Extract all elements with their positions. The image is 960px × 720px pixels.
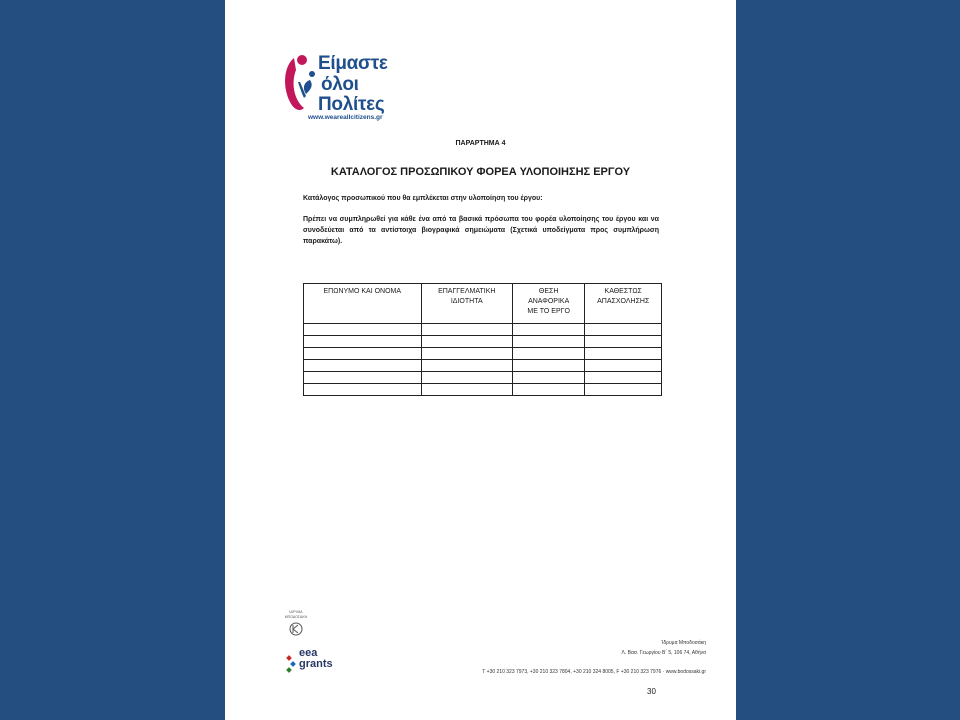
logo-line-3: Πολίτες <box>318 94 385 115</box>
table-row <box>304 348 662 360</box>
table-row <box>304 336 662 348</box>
table-header-row <box>304 284 662 324</box>
eea-text <box>299 648 333 670</box>
eea-line-1: eea <box>299 647 318 659</box>
citizens-logo <box>280 50 430 125</box>
header-position-line-2: ΑΝΑΦΟΡΙΚΑ <box>528 298 570 305</box>
table-cell[interactable] <box>421 372 512 384</box>
table-row <box>304 384 662 396</box>
table-cell[interactable] <box>421 324 512 336</box>
table-cell[interactable] <box>585 372 662 384</box>
header-employment <box>585 284 662 324</box>
footer-organization: Ίδρυμα Μποδοσάκη <box>661 640 706 646</box>
eea-line-2: grants <box>299 658 333 670</box>
table-cell[interactable] <box>585 336 662 348</box>
table-cell[interactable] <box>585 384 662 396</box>
table-cell[interactable] <box>512 384 584 396</box>
table-cell[interactable] <box>421 384 512 396</box>
table-cell[interactable] <box>304 360 422 372</box>
footer-contact: Τ +30 210 323 7973, +30 210 323 7804, +30 210 324 8005, F +30 210 323 7976 · www.bodossaki.gr <box>482 669 706 675</box>
table-cell[interactable] <box>304 372 422 384</box>
document-title: ΚΑΤΑΛΟΓΟΣ ΠΡΟΣΩΠΙΚΟΥ ΦΟΡΕΑ ΥΛΟΠΟΙΗΣΗΣ ΕΡΓΟΥ <box>330 166 631 178</box>
table-cell[interactable] <box>421 348 512 360</box>
table-row <box>304 360 662 372</box>
document-page <box>225 0 736 720</box>
header-position-line-3: ΜΕ ΤΟ ΕΡΓΟ <box>527 308 570 315</box>
footer-address: Λ. Βασ. Γεωργίου Β΄ 5, 106 74, Αθήνα <box>621 650 706 656</box>
header-position <box>512 284 584 324</box>
table-cell[interactable] <box>585 360 662 372</box>
table-cell[interactable] <box>304 324 422 336</box>
table-cell[interactable] <box>585 348 662 360</box>
table-cell[interactable] <box>512 348 584 360</box>
logo-line-1: Είμαστε <box>318 53 388 74</box>
header-profession <box>421 284 512 324</box>
person-figure-icon <box>280 52 316 114</box>
table-row <box>304 372 662 384</box>
table-cell[interactable] <box>512 336 584 348</box>
table-cell[interactable] <box>421 336 512 348</box>
intro-text: Κατάλογος προσωπικού που θα εμπλέκεται στην υλοποίηση του έργου: <box>303 195 543 202</box>
header-name <box>304 284 422 324</box>
table-cell[interactable] <box>512 324 584 336</box>
staff-table <box>303 283 662 396</box>
eea-mark-icon <box>285 650 299 676</box>
header-position-line-1: ΘΕΣΗ <box>538 288 559 295</box>
annex-label: ΠΑΡΑΡΤΗΜΑ 4 <box>455 140 506 147</box>
header-employment-line-1: ΚΑΘΕΣΤΩΣ <box>604 288 642 295</box>
header-employment-line-2: ΑΠΑΣΧΟΛΗΣΗΣ <box>597 298 650 305</box>
table-cell[interactable] <box>512 360 584 372</box>
table-cell[interactable] <box>304 336 422 348</box>
header-name-line: ΕΠΩΝΥΜΟ ΚΑΙ ΟΝΟΜΑ <box>323 288 402 295</box>
instructions-text: Πρέπει να συμπληρωθεί για κάθε ένα από τα βασικά πρόσωπα του φορέα υλοποίησης του έργου και να συνοδεύεται από τα αντίστοιχα βιογραφικά σημειώματα (Σχετικά υποδείγματα προς συμπλήρωση παρακάτω). <box>303 216 659 245</box>
logo-url: www.weareallcitizens.gr <box>308 114 383 121</box>
svg-text:ΜΠΟΔΟΣΑΚΗ: ΜΠΟΔΟΣΑΚΗ <box>284 615 308 619</box>
page-number: 30 <box>647 687 656 696</box>
table-row <box>304 324 662 336</box>
table-cell[interactable] <box>585 324 662 336</box>
logo-line-2: όλοι <box>321 74 359 95</box>
eea-grants-logo <box>285 648 345 680</box>
table-cell[interactable] <box>304 384 422 396</box>
header-profession-line-1: ΕΠΑΓΓΕΛΜΑΤΙΚΗ <box>438 288 496 295</box>
table-cell[interactable] <box>512 372 584 384</box>
table-cell[interactable] <box>304 348 422 360</box>
header-profession-line-2: ΙΔΙΟΤΗΤΑ <box>450 298 483 305</box>
table-cell[interactable] <box>421 360 512 372</box>
bodossaki-foundation-logo <box>281 607 311 643</box>
svg-text:ΙΔΡΥΜΑ: ΙΔΡΥΜΑ <box>289 610 303 614</box>
